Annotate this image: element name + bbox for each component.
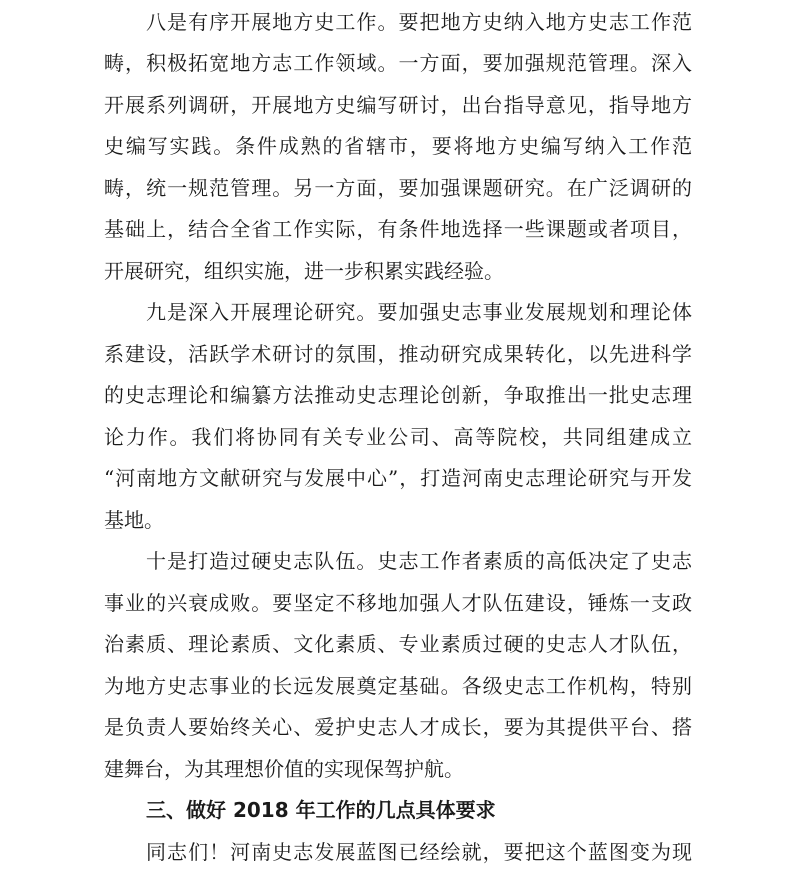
paragraph-2-line-1	[146, 297, 692, 327]
paragraph-3-line-1	[146, 546, 692, 576]
paragraph-2-text: 要加强史志事业发展规划和理论体	[377, 300, 693, 324]
paragraph-1-line-4: 史编写实践。条件成熟的省辖市，要将地方史编写纳入工作范	[104, 134, 692, 158]
section-heading: 三、做好 2018 年工作的几点具体要求	[146, 798, 496, 822]
paragraph-3-lead: 十是打造过硬史志队伍。	[146, 549, 378, 573]
paragraph-1-line-2: 畴，积极拓宽地方志工作领域。一方面，要加强规范管理。深入	[104, 51, 692, 75]
paragraph-1-line-1	[146, 7, 692, 37]
paragraph-2-line-5: “河南地方文献研究与发展中心”，打造河南史志理论研究与开发	[104, 466, 692, 490]
paragraph-3-line-6: 建舞台，为其理想价值的实现保驾护航。	[104, 757, 464, 781]
closing-line: 同志们！河南史志发展蓝图已经绘就，要把这个蓝图变为现	[146, 840, 692, 864]
paragraph-3-text: 史志工作者素质的高低决定了史志	[377, 549, 693, 573]
paragraph-2-line-6: 基地。	[104, 508, 164, 532]
paragraph-1-line-6: 基础上，结合全省工作实际，有条件地选择一些课题或者项目，	[104, 217, 692, 241]
paragraph-3-line-3: 治素质、理论素质、文化素质、专业素质过硬的史志人才队伍，	[104, 632, 692, 656]
paragraph-3-line-2: 事业的兴衰成败。要坚定不移地加强人才队伍建设，锤炼一支政	[104, 591, 692, 615]
paragraph-2-line-4: 论力作。我们将协同有关专业公司、高等院校，共同组建成立	[104, 425, 692, 449]
paragraph-2-lead: 九是深入开展理论研究。	[146, 300, 378, 324]
paragraph-1-line-7: 开展研究，组织实施，进一步积累实践经验。	[104, 259, 504, 283]
paragraph-1-line-3: 开展系列调研，开展地方史编写研讨，出台指导意见，指导地方	[104, 93, 692, 117]
paragraph-3-line-4: 为地方史志事业的长远发展奠定基础。各级史志工作机构，特别	[104, 674, 692, 698]
paragraph-1-lead: 八是有序开展地方史工作。	[146, 10, 399, 34]
paragraph-2-line-2: 系建设，活跃学术研讨的氛围，推动研究成果转化，以先进科学	[104, 342, 692, 366]
paragraph-1-line-5: 畴，统一规范管理。另一方面，要加强课题研究。在广泛调研的	[104, 176, 692, 200]
paragraph-3-line-5: 是负责人要始终关心、爱护史志人才成长，要为其提供平台、搭	[104, 715, 692, 739]
paragraph-1-text: 要把地方史纳入地方史志工作范	[398, 10, 693, 34]
paragraph-2-line-3: 的史志理论和编纂方法推动史志理论创新，争取推出一批史志理	[104, 383, 692, 407]
